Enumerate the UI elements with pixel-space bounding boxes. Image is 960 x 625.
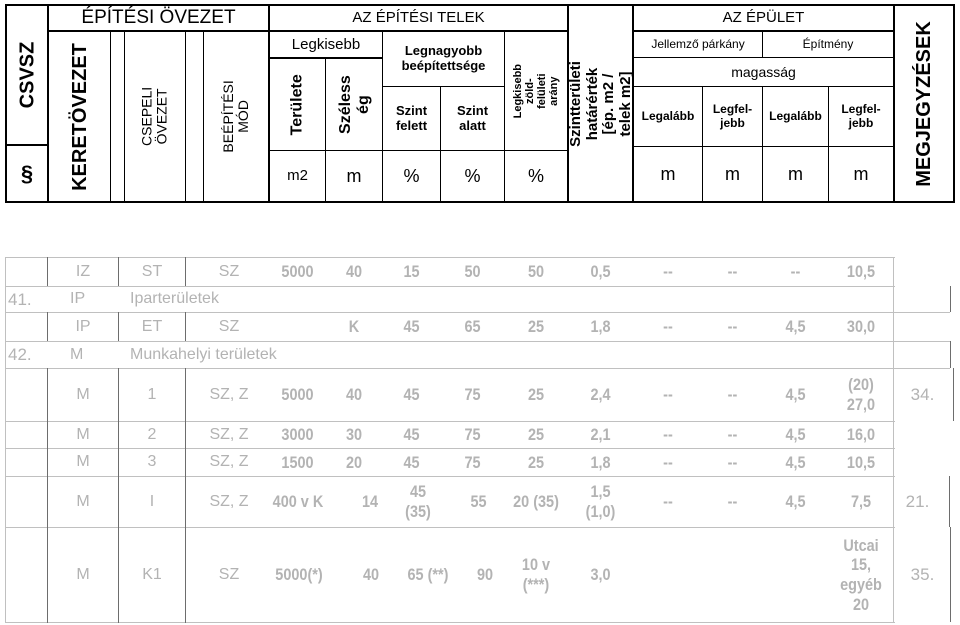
szint-alatt-header: Szint alatt bbox=[456, 102, 489, 133]
legkisebb-header: Legkisebb bbox=[291, 35, 361, 53]
cell-szelesseg: 40 bbox=[345, 262, 363, 282]
cell-mod: SZ, Z bbox=[209, 385, 249, 403]
csepeli-ovezet-header: CSEPELI ÖVEZET bbox=[138, 86, 170, 147]
cell-keretovezet: M bbox=[76, 492, 90, 510]
parkany-legfeljebb-header: Legfel- jebb bbox=[712, 101, 753, 130]
cell-terulet: 1500 bbox=[281, 452, 314, 472]
keretovezet-header: KERETÖVEZET bbox=[68, 42, 91, 191]
cell-zold: 25 bbox=[527, 425, 545, 445]
cell-keretovezet: IP bbox=[75, 317, 91, 335]
epitesi-mod-header: BEÉPÍTÉSI MÓD bbox=[219, 80, 252, 153]
epitesi-ovezet-header: ÉPÍTÉSI ÖVEZET bbox=[81, 7, 236, 29]
cell-parkany-min: -- bbox=[663, 452, 673, 472]
jellemzo-parkany-header: Jellemző párkány bbox=[651, 36, 745, 51]
unit-m: m bbox=[725, 163, 740, 184]
cell-epitmeny-max: 7,5 bbox=[850, 492, 872, 512]
cell-szelesseg: 40 bbox=[345, 385, 363, 405]
unit-pct: % bbox=[403, 165, 420, 186]
cell-parkany-min: -- bbox=[663, 262, 673, 282]
parkany-legalabb-header: Legalább bbox=[641, 108, 695, 123]
cell-ovezet: K1 bbox=[142, 565, 162, 583]
cell-terulet: 3000 bbox=[281, 425, 314, 445]
zoldfelulet-header: Legkisebb zöld- felületi arány bbox=[511, 63, 561, 119]
cell-megjegyzes: 21. bbox=[905, 492, 930, 512]
section-name: Iparterületek bbox=[130, 290, 219, 308]
cell-parkany-min: -- bbox=[663, 492, 673, 512]
cell-szintteruleti: 1,5 (1,0) bbox=[585, 482, 616, 521]
cell-ovezet: ST bbox=[141, 262, 163, 280]
cell-szint-felett: 45 (35) bbox=[405, 482, 431, 521]
az-epulet-header: AZ ÉPÜLET bbox=[722, 9, 805, 27]
cell-zold: 25 bbox=[527, 317, 545, 337]
cell-szint-felett: 45 bbox=[403, 385, 420, 405]
cell-parkany-min: -- bbox=[663, 385, 673, 405]
cell-megjegyzes: 34. bbox=[910, 385, 935, 405]
unit-m2: m2 bbox=[287, 167, 308, 185]
szelesseg-header: Széless ég bbox=[336, 75, 371, 134]
cell-zold: 10 v (***) bbox=[521, 555, 551, 594]
cell-szelesseg: 14 bbox=[361, 492, 379, 512]
cell-szintteruleti: 2,4 bbox=[590, 385, 611, 405]
cell-mod: SZ bbox=[218, 317, 240, 335]
cell-ovezet: 2 bbox=[147, 425, 157, 443]
cell-terulet: K bbox=[348, 317, 360, 337]
cell-zold: 25 bbox=[527, 385, 545, 405]
section-sign-header: § bbox=[20, 160, 34, 186]
cell-terulet: 400 v K bbox=[272, 492, 324, 512]
cell-epitmeny-min: 4,5 bbox=[785, 385, 806, 405]
cell-szelesseg: 40 bbox=[362, 565, 380, 585]
unit-m: m bbox=[346, 165, 362, 186]
cell-ovezet: ET bbox=[141, 317, 163, 335]
cell-ovezet: 1 bbox=[147, 385, 157, 403]
epitmeny-legalabb-header: Legalább bbox=[769, 108, 822, 123]
cell-epitmeny-max: 10,5 bbox=[846, 262, 876, 282]
cell-szint-alatt: 75 bbox=[464, 385, 481, 405]
cell-terulet: 5000 bbox=[281, 262, 314, 282]
cell-zold: 50 bbox=[527, 262, 545, 282]
cell-keretovezet: M bbox=[76, 565, 90, 583]
csvsz-header: CSVSZ bbox=[16, 41, 38, 109]
szintteruleti-header: Szintterületi határérték [ép. m2 / telek m2] bbox=[566, 60, 633, 147]
section-name: Munkahelyi területek bbox=[130, 345, 277, 363]
section-number: 42. bbox=[8, 345, 32, 365]
cell-parkany-max: -- bbox=[727, 262, 738, 282]
cell-zold: 25 bbox=[527, 452, 545, 472]
cell-szint-felett: 65 (**) bbox=[407, 565, 449, 585]
cell-epitmeny-max: 16,0 bbox=[846, 425, 876, 445]
cell-epitmeny-min: 4,5 bbox=[785, 492, 806, 512]
unit-pct: % bbox=[527, 165, 544, 186]
cell-szint-felett: 45 bbox=[403, 452, 420, 472]
cell-keretovezet: M bbox=[76, 453, 90, 471]
cell-szint-alatt: 90 bbox=[476, 565, 494, 585]
epitmeny-header: Építmény bbox=[802, 36, 854, 51]
cell-mod: SZ, Z bbox=[209, 425, 249, 443]
cell-keretovezet: M bbox=[76, 385, 90, 403]
szint-felett-header: Szint felett bbox=[395, 102, 428, 133]
cell-terulet: 5000 bbox=[281, 385, 314, 405]
terulete-header: Területe bbox=[288, 73, 306, 136]
unit-m: m bbox=[660, 163, 676, 184]
section-code: M bbox=[70, 345, 84, 363]
cell-mod: SZ bbox=[218, 565, 240, 583]
cell-epitmeny-max: Utcai 15, egyéb 20 bbox=[840, 535, 882, 614]
legnagyobb-header: Legnagyobb beépítettsége bbox=[401, 43, 486, 73]
unit-m: m bbox=[788, 163, 803, 184]
cell-zold: 20 (35) bbox=[513, 492, 559, 512]
cell-parkany-max: -- bbox=[727, 385, 738, 405]
cell-szelesseg: 20 bbox=[345, 452, 363, 472]
cell-parkany-max: -- bbox=[727, 492, 738, 512]
megjegyzesek-header: MEGJEGYZÉSEK bbox=[913, 20, 936, 187]
epitmeny-legfeljebb-header: Legfel- jebb bbox=[841, 101, 881, 130]
section-code: IP bbox=[70, 290, 86, 308]
cell-epitmeny-min: -- bbox=[790, 262, 801, 282]
cell-szint-felett: 45 bbox=[403, 317, 420, 337]
cell-szint-alatt: 75 bbox=[464, 452, 481, 472]
cell-epitmeny-min: 4,5 bbox=[785, 452, 806, 472]
cell-szint-alatt: 75 bbox=[464, 425, 481, 445]
section-number: 41. bbox=[8, 289, 32, 309]
cell-szintteruleti: 1,8 bbox=[590, 317, 611, 337]
cell-terulet: 5000(*) bbox=[275, 565, 323, 585]
cell-megjegyzes: 35. bbox=[910, 565, 935, 585]
cell-keretovezet: M bbox=[76, 425, 90, 443]
cell-epitmeny-max: (20) 27,0 bbox=[846, 375, 876, 414]
cell-szintteruleti: 0,5 bbox=[590, 262, 611, 282]
cell-epitmeny-max: 10,5 bbox=[846, 452, 876, 472]
magassag-header: magasság bbox=[731, 63, 796, 80]
cell-szintteruleti: 1,8 bbox=[590, 452, 611, 472]
unit-m: m bbox=[853, 163, 869, 184]
cell-szintteruleti: 3,0 bbox=[590, 565, 611, 585]
cell-parkany-max: -- bbox=[727, 317, 738, 337]
cell-parkany-min: -- bbox=[663, 425, 673, 445]
cell-szint-felett: 45 bbox=[403, 425, 420, 445]
cell-epitmeny-min: 4,5 bbox=[785, 317, 806, 337]
cell-parkany-max: -- bbox=[727, 425, 738, 445]
cell-mod: SZ, Z bbox=[209, 453, 249, 471]
cell-keretovezet: IZ bbox=[75, 262, 91, 280]
unit-pct: % bbox=[464, 165, 481, 186]
cell-parkany-max: -- bbox=[727, 452, 738, 472]
cell-epitmeny-min: 4,5 bbox=[785, 425, 806, 445]
cell-epitmeny-max: 30,0 bbox=[846, 317, 876, 337]
cell-szint-alatt: 65 bbox=[464, 317, 481, 337]
cell-szint-felett: 15 bbox=[403, 262, 420, 282]
cell-szint-alatt: 50 bbox=[464, 262, 481, 282]
cell-parkany-min: -- bbox=[663, 317, 673, 337]
cell-szintteruleti: 2,1 bbox=[590, 425, 611, 445]
cell-mod: SZ bbox=[218, 262, 240, 280]
cell-szint-alatt: 55 bbox=[470, 492, 487, 512]
cell-ovezet: I bbox=[149, 492, 155, 510]
cell-szelesseg: 30 bbox=[345, 425, 363, 445]
az-epitesi-telek-header: AZ ÉPÍTÉSI TELEK bbox=[352, 9, 485, 27]
cell-mod: SZ, Z bbox=[209, 492, 249, 510]
cell-ovezet: 3 bbox=[147, 453, 157, 471]
